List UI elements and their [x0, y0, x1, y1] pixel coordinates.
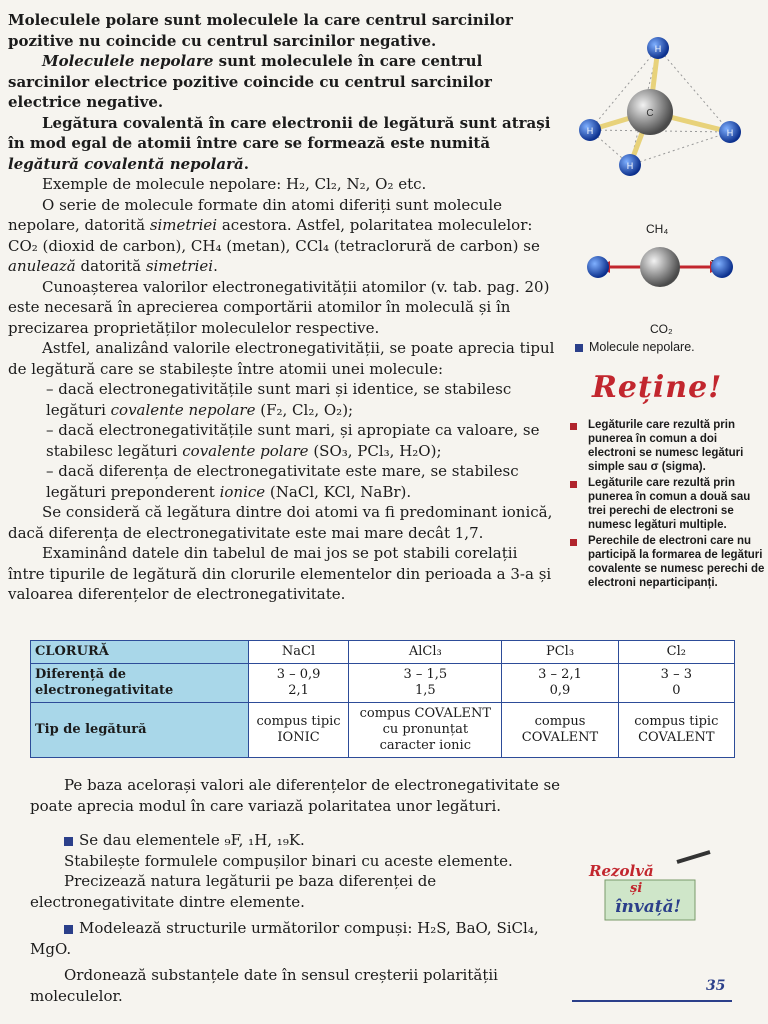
co2-molecule-figure: [580, 245, 740, 315]
table-cell: compus tipic COVALENT: [618, 703, 734, 758]
main-text: [8, 10, 558, 605]
figure-caption: Molecule nepolare.: [575, 340, 695, 354]
exercise-formulas: Stabilește formulele compușilor binari cu aceste elemente.: [64, 851, 513, 870]
retine-item: Legăturile care rezultă prin punerea în comun a doi electroni se numesc legături simple sau σ (sigma).: [570, 418, 765, 474]
dash-item-ionic: – dacă diferența de electronegativitate este mare, se stabilesc legături preponderent ionice (NaCl, KCl, NaBr).: [46, 462, 519, 501]
table-cell: compus COVALENT cu pronunțat caracter ionic: [349, 703, 502, 758]
retine-item: Legăturile care rezultă prin punerea în comun a două sau trei perechi de electroni se numesc legături multiple.: [570, 476, 765, 532]
dash-item-polar: – dacă electronegativitățile sunt mari, și apropiate ca valoare, se stabilesc legături covalente polare (SO₃, PCl₃, H₂O);: [46, 421, 540, 460]
table-row-header: Tip de legătură: [31, 703, 249, 758]
table-row: [31, 664, 735, 703]
table-row-header: Diferență de electronegativitate: [31, 664, 249, 703]
table-cell: 3 – 0,9 2,1: [248, 664, 348, 703]
table-cell: 3 – 3 0: [618, 664, 734, 703]
paragraph-polarity: Pe baza acelorași valori ale diferențelor de electronegativitate se poate aprecia modul în care variază polaritatea unor legături.: [30, 776, 561, 815]
paragraph-nonpolar-definition: Moleculele nepolare sunt moleculele în care centrul sarcinilor electrice pozitive coincide cu centrul sarcinilor electrice negative.: [8, 52, 492, 111]
atom-h-label: H: [626, 161, 634, 171]
badge-line3: învață!: [615, 897, 682, 917]
page-footer-rule: [572, 1000, 732, 1002]
paragraph-polar-definition: Moleculele polare sunt moleculele la care centrul sarcinilor pozitive nu coincide cu centrul sarcinilor negative.: [8, 11, 513, 50]
lower-text: [30, 775, 575, 1006]
table-cell: compus COVALENT: [502, 703, 618, 758]
table-cell: Cl₂: [618, 641, 734, 664]
rezolva-si-invata-badge: [585, 850, 720, 925]
square-bullet-icon: [570, 481, 577, 488]
paragraph-table-intro: Examinând datele din tabelul de mai jos se pot stabili corelații între tipurile de legătură din clorurile elementelor din perioada a 3-a și valoarea diferențelor de electronegativitate.: [8, 544, 552, 603]
square-bullet-icon: [575, 344, 583, 352]
table-cell: PCl₃: [502, 641, 618, 664]
table-cell: AlCl₃: [349, 641, 502, 664]
co2-label: CO₂: [650, 322, 673, 336]
retine-item: Perechile de electroni care nu participă la formarea de legături covalente se numesc perechi de electroni neparticipanți.: [570, 534, 765, 590]
paragraph-symmetry: O serie de molecule formate din atomi diferiți sunt molecule nepolare, datorită simetriei acestora. Astfel, polaritatea moleculelor: CO₂ (dioxid de carbon), CH₄ (metan), CCl₄ (tetraclorură de carbon) se anulează datorită simetriei.: [8, 195, 540, 275]
atom-c-label: C: [646, 108, 654, 119]
square-bullet-icon: [570, 423, 577, 430]
badge-line2: și: [630, 881, 643, 896]
exercise-elements: Se dau elementele ₉F, ₁H, ₁₉K.: [30, 830, 575, 851]
table-cell: compus tipic IONIC: [248, 703, 348, 758]
paragraph-threshold: Se consideră că legătura dintre doi atomi va fi predominant ionică, dacă diferența de electronegativitate este mai mare decât 1,7.: [8, 503, 553, 542]
retine-title: Reține!: [592, 370, 723, 405]
square-bullet-icon: [64, 837, 73, 846]
chlorides-table: [30, 640, 735, 758]
retine-box: [570, 418, 765, 592]
square-bullet-icon: [64, 925, 73, 934]
paragraph-electronegativity: Cunoașterea valorilor electronegativității atomilor (v. tab. pag. 20) este necesară în aprecierea comportării atomilor în moleculă și în precizarea proprietăților moleculelor respective.: [8, 277, 550, 337]
dash-item-nonpolar: – dacă electronegativitățile sunt mari și identice, se stabilesc legături covalente nepolare (F₂, Cl₂, O₂);: [46, 380, 512, 419]
square-bullet-icon: [570, 539, 577, 546]
table-row: [31, 703, 735, 758]
table-cell: NaCl: [248, 641, 348, 664]
page-number: 35: [706, 978, 726, 994]
table-row: [31, 641, 735, 664]
paragraph-examples: Exemple de molecule nepolare: H₂, Cl₂, N₂, O₂ etc.: [42, 175, 427, 193]
ch4-label: CH₄: [646, 222, 669, 236]
paragraph-covalent-nonpolar: Legătura covalentă în care electronii de legătură sunt atrași în mod egal de atomii între care se formează este numită legătură covalentă nepolară.: [8, 113, 551, 173]
exercise-model: Modelează structurile următorilor compuși: H₂S, BaO, SiCl₄, MgO.: [30, 919, 539, 958]
paragraph-analysis: Astfel, analizând valorile electronegativității, se poate aprecia tipul de legătură care se stabilește între atomii unei molecule:: [8, 339, 555, 378]
exercise-order: Ordonează substanțele date în sensul creșterii polarității moleculelor.: [30, 966, 498, 1005]
atom-h-label: H: [654, 44, 662, 54]
table-row-header: CLORURĂ: [31, 641, 249, 664]
atom-h-label: H: [586, 126, 594, 136]
badge-line1: Rezolvă: [589, 862, 654, 880]
atom-h-label: H: [726, 128, 734, 138]
table-cell: 3 – 2,1 0,9: [502, 664, 618, 703]
table-cell: 3 – 1,5 1,5: [349, 664, 502, 703]
exercise-nature: Precizează natura legăturii pe baza diferenței de electronegativitate dintre elemente.: [30, 872, 437, 911]
ch4-molecule-figure: [570, 20, 750, 210]
